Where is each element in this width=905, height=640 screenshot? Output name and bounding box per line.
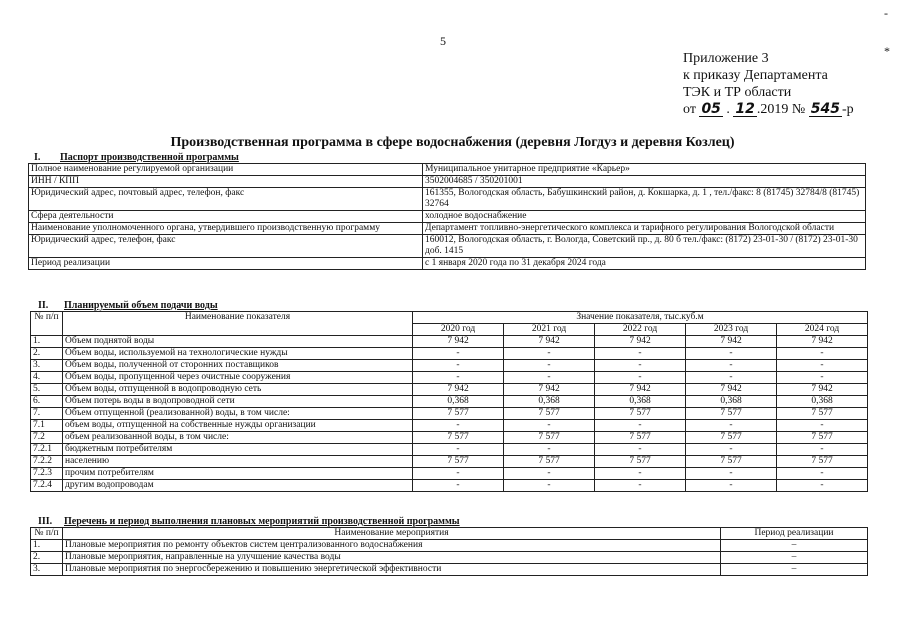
year-header: 2020 год <box>413 324 504 336</box>
table-row <box>31 480 868 492</box>
indicator-value: - <box>686 372 777 384</box>
table-row <box>31 408 868 420</box>
section-2-number: II. <box>38 300 49 311</box>
activity-name: Плановые мероприятия по ремонту объектов систем централизованного водоснабжения <box>63 540 721 552</box>
indicator-name: прочим потребителям <box>63 468 413 480</box>
table-row <box>31 432 868 444</box>
row-number: 3. <box>31 564 63 576</box>
page-number: 5 <box>440 34 446 48</box>
year-header: 2023 год <box>686 324 777 336</box>
indicator-value: - <box>686 420 777 432</box>
indicator-value: - <box>504 360 595 372</box>
indicator-name: Объем поднятой воды <box>63 336 413 348</box>
indicator-value: 7 942 <box>777 384 868 396</box>
indicator-value: - <box>686 480 777 492</box>
table-row <box>31 336 868 348</box>
appendix-block <box>683 50 854 118</box>
year-header: 2021 год <box>504 324 595 336</box>
indicator-value: 7 577 <box>413 456 504 468</box>
indicator-value: - <box>777 468 868 480</box>
section-3-heading <box>38 516 460 527</box>
table-row <box>31 396 868 408</box>
activities-table <box>30 527 868 576</box>
passport-value: 3502004685 / 350201001 <box>423 176 866 188</box>
indicator-value: 7 577 <box>777 408 868 420</box>
indicator-value: 7 577 <box>686 432 777 444</box>
table-row <box>29 211 866 223</box>
indicator-value: 0,368 <box>686 396 777 408</box>
section-1-heading <box>34 152 239 163</box>
section-3-number: III. <box>38 516 53 527</box>
indicator-value: - <box>504 444 595 456</box>
indicator-value: - <box>777 444 868 456</box>
indicator-value: 7 942 <box>686 336 777 348</box>
indicator-value: - <box>777 480 868 492</box>
row-number: 7.2.1 <box>31 444 63 456</box>
indicator-value: - <box>595 348 686 360</box>
table-row <box>31 372 868 384</box>
col-num-header: № п/п <box>31 312 63 336</box>
indicator-value: 0,368 <box>413 396 504 408</box>
indicator-value: - <box>413 444 504 456</box>
indicator-value: 7 942 <box>504 336 595 348</box>
indicator-value: - <box>413 348 504 360</box>
col-period-header: Период реализации <box>721 528 868 540</box>
indicator-name: населению <box>63 456 413 468</box>
indicator-value: 7 942 <box>595 384 686 396</box>
indicator-value: 7 577 <box>413 408 504 420</box>
water-volume-table <box>30 311 868 492</box>
activity-name: Плановые мероприятия по энергосбережению и повышению энергетической эффективности <box>63 564 721 576</box>
appendix-date-line: от 05 . 12 .2019 № 545 -р <box>683 101 854 117</box>
indicator-value: 7 942 <box>595 336 686 348</box>
indicator-value: 7 942 <box>777 336 868 348</box>
indicator-value: 7 942 <box>413 336 504 348</box>
indicator-value: - <box>504 372 595 384</box>
passport-label: Полное наименование регулируемой организации <box>29 164 423 176</box>
appendix-line-1: Приложение 3 <box>683 51 769 66</box>
activity-name: Плановые мероприятия, направленные на улучшение качества воды <box>63 552 721 564</box>
row-number: 7.2 <box>31 432 63 444</box>
table-row <box>31 564 868 576</box>
table-row <box>31 456 868 468</box>
indicator-value: 7 577 <box>504 408 595 420</box>
indicator-name: Объем воды, отпущенной в водопроводную сеть <box>63 384 413 396</box>
table-row <box>31 552 868 564</box>
indicator-value: - <box>686 360 777 372</box>
indicator-name: Объем потерь воды в водопроводной сети <box>63 396 413 408</box>
indicator-value: 0,368 <box>595 396 686 408</box>
document-title: Производственная программа в сфере водоснабжения (деревня Логдуз и деревня Козлец) <box>170 135 735 150</box>
passport-label: Наименование уполномоченного органа, утвердившего производственную программу <box>29 223 423 235</box>
row-number: 7.2.4 <box>31 480 63 492</box>
indicator-value: - <box>595 444 686 456</box>
row-number: 3. <box>31 360 63 372</box>
date-month: 12 <box>735 101 755 117</box>
table-row <box>29 188 866 211</box>
section-3-title: Перечень и период выполнения плановых мероприятий производственной программы <box>64 516 460 527</box>
passport-value: Департамент топливно-энергетического комплекса и тарифного регулирования Вологодской области <box>423 223 866 235</box>
indicator-value: 7 577 <box>504 432 595 444</box>
indicator-value: - <box>595 480 686 492</box>
date-prefix: от <box>683 102 696 117</box>
indicator-value: 7 577 <box>595 456 686 468</box>
section-1-title: Паспорт производственной программы <box>60 152 239 163</box>
col-name-header: Наименование показателя <box>63 312 413 336</box>
section-2-heading <box>38 300 218 311</box>
passport-label: ИНН / КПП <box>29 176 423 188</box>
row-number: 6. <box>31 396 63 408</box>
indicator-value: - <box>504 480 595 492</box>
indicator-value: - <box>413 360 504 372</box>
table-row <box>31 360 868 372</box>
indicator-value: 7 942 <box>413 384 504 396</box>
indicator-name: Объем воды, полученной от сторонних поставщиков <box>63 360 413 372</box>
indicator-value: - <box>686 468 777 480</box>
indicator-name: бюджетным потребителям <box>63 444 413 456</box>
indicator-value: 7 577 <box>595 408 686 420</box>
activity-period: – <box>721 540 868 552</box>
col-num-header: № п/п <box>31 528 63 540</box>
row-number: 1. <box>31 540 63 552</box>
activity-period: – <box>721 564 868 576</box>
indicator-value: - <box>777 420 868 432</box>
indicator-value: - <box>413 420 504 432</box>
indicator-value: - <box>686 348 777 360</box>
indicator-value: 7 577 <box>595 432 686 444</box>
indicator-value: 7 577 <box>777 456 868 468</box>
indicator-value: - <box>595 420 686 432</box>
row-number: 5. <box>31 384 63 396</box>
section-1-number: I. <box>34 152 41 163</box>
table-row <box>31 468 868 480</box>
section-2-title: Планируемый объем подачи воды <box>64 300 218 311</box>
table-row <box>29 223 866 235</box>
year-header: 2022 год <box>595 324 686 336</box>
indicator-value: 7 942 <box>504 384 595 396</box>
passport-table <box>28 163 866 270</box>
passport-value: 161355, Вологодская область, Бабушкинский район, д. Кокшарка, д. 1 , тел./факс: 8 (81745) 32784/8 (81745) 32764 <box>423 188 866 211</box>
indicator-value: 7 942 <box>686 384 777 396</box>
passport-label: Период реализации <box>29 258 423 270</box>
date-year: .2019 № <box>756 102 806 117</box>
year-header: 2024 год <box>777 324 868 336</box>
row-number: 2. <box>31 348 63 360</box>
indicator-value: - <box>686 444 777 456</box>
passport-label: Юридический адрес, почтовый адрес, телефон, факс <box>29 188 423 211</box>
indicator-value: - <box>504 468 595 480</box>
indicator-value: 7 577 <box>686 456 777 468</box>
table-row <box>31 420 868 432</box>
col-values-header: Значение показателя, тыс.куб.м <box>413 312 868 324</box>
passport-label: Сфера деятельности <box>29 211 423 223</box>
indicator-value: - <box>413 468 504 480</box>
row-number: 7.2.2 <box>31 456 63 468</box>
indicator-value: - <box>595 468 686 480</box>
indicator-value: - <box>413 480 504 492</box>
indicator-value: 7 577 <box>413 432 504 444</box>
indicator-value: 0,368 <box>504 396 595 408</box>
edge-mark-top: - <box>884 6 888 20</box>
indicator-name: другим водопроводам <box>63 480 413 492</box>
indicator-value: - <box>777 348 868 360</box>
appendix-line-2: к приказу Департамента <box>683 68 828 83</box>
activity-period: – <box>721 552 868 564</box>
table-row <box>29 176 866 188</box>
indicator-name: Объем воды, пропущенной через очистные сооружения <box>63 372 413 384</box>
passport-value: холодное водоснабжение <box>423 211 866 223</box>
passport-value: Муниципальное унитарное предприятие «Карьер» <box>423 164 866 176</box>
indicator-value: 7 577 <box>777 432 868 444</box>
indicator-value: - <box>413 372 504 384</box>
appendix-line-3: ТЭК и ТР области <box>683 85 792 100</box>
col-activity-header: Наименование мероприятия <box>63 528 721 540</box>
indicator-value: 7 577 <box>504 456 595 468</box>
row-number: 4. <box>31 372 63 384</box>
table-row <box>31 348 868 360</box>
table-row <box>29 235 866 258</box>
passport-label: Юридический адрес, телефон, факс <box>29 235 423 258</box>
table-row <box>29 258 866 270</box>
indicator-value: - <box>504 348 595 360</box>
table-row <box>31 384 868 396</box>
date-day: 05 <box>701 101 721 117</box>
row-number: 7.2.3 <box>31 468 63 480</box>
row-number: 2. <box>31 552 63 564</box>
order-suffix: -р <box>842 102 854 117</box>
row-number: 7. <box>31 408 63 420</box>
passport-value: с 1 января 2020 года по 31 декабря 2024 года <box>423 258 866 270</box>
indicator-name: объем воды, отпущенной на собственные нужды организации <box>63 420 413 432</box>
indicator-name: Объем воды, используемой на технологические нужды <box>63 348 413 360</box>
indicator-value: 7 577 <box>686 408 777 420</box>
indicator-name: Объем отпущенной (реализованной) воды, в том числе: <box>63 408 413 420</box>
row-number: 7.1 <box>31 420 63 432</box>
indicator-name: объем реализованной воды, в том числе: <box>63 432 413 444</box>
indicator-value: - <box>595 372 686 384</box>
table-row <box>31 444 868 456</box>
order-number: 545 <box>810 101 840 117</box>
table-row <box>29 164 866 176</box>
indicator-value: - <box>777 360 868 372</box>
edge-mark-side: * <box>884 44 890 58</box>
indicator-value: - <box>504 420 595 432</box>
passport-value: 160012, Вологодская область, г. Вологда, Советский пр., д. 80 б тел./факс: (8172) 23-01-30 / (8172) 23-01-30 доб. 1415 <box>423 235 866 258</box>
indicator-value: - <box>777 372 868 384</box>
indicator-value: 0,368 <box>777 396 868 408</box>
table-row <box>31 540 868 552</box>
row-number: 1. <box>31 336 63 348</box>
indicator-value: - <box>595 360 686 372</box>
